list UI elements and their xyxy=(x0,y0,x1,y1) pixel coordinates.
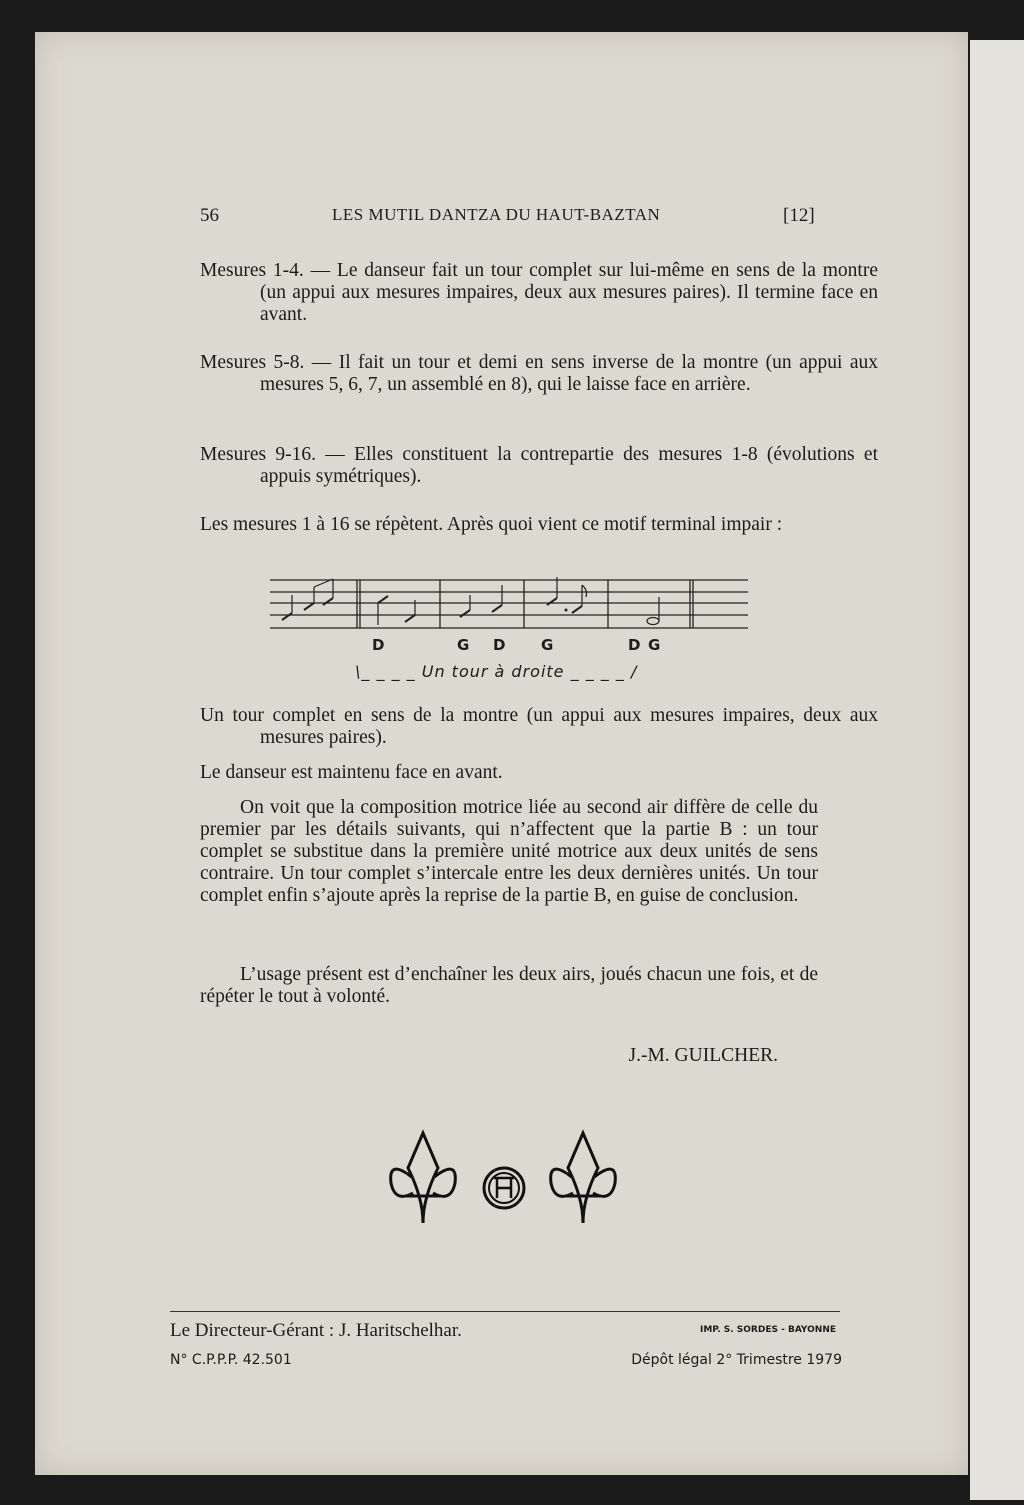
fleur-de-lis-icon xyxy=(391,1133,456,1223)
chord-label: G xyxy=(648,636,661,654)
paragraph-mesures-5-8: Mesures 5-8. — Il fait un tour et demi en sens inverse de la montre (un appui aux mesures 5, 6, 7, un assemblé en 8), qui le laisse face en arrière. xyxy=(200,352,878,395)
fleur-de-lis-icon xyxy=(551,1133,616,1223)
paragraph-tour-complet: Un tour complet en sens de la montre (un appui aux mesures impaires, deux aux mesures paires). xyxy=(200,705,878,748)
next-page-edge xyxy=(970,40,1024,1500)
running-title: LES MUTIL DANTZA DU HAUT-BAZTAN xyxy=(332,205,661,224)
notation-caption: \_ _ _ _ Un tour à droite _ _ _ _ / xyxy=(355,662,638,681)
paragraph-usage: L’usage présent est d’enchaîner les deux airs, joués chacun une fois, et de répéter le tout à volonté. xyxy=(200,964,818,1007)
music-staff xyxy=(270,575,750,635)
depot-legal: Dépôt légal 2° Trimestre 1979 xyxy=(631,1352,842,1368)
page xyxy=(35,32,968,1475)
chord-label: D xyxy=(628,636,641,654)
paragraph-mesures-1-4: Mesures 1-4. — Le danseur fait un tour complet sur lui-même en sens de la montre (un appui aux mesures impaires, deux aux mesures paires). Il termine face en avant. xyxy=(200,260,878,325)
footer-divider xyxy=(170,1311,840,1312)
page-number: 56 xyxy=(200,205,219,226)
chord-label: G xyxy=(457,636,470,654)
chord-label: D xyxy=(372,636,385,654)
printer-credit: IMP. S. SORDES - BAYONNE xyxy=(699,1325,836,1335)
signature: J.-M. GUILCHER. xyxy=(628,1045,778,1066)
fleur-de-lis-emblem-logo xyxy=(383,1128,633,1230)
paragraph-mesures-9-16: Mesures 9-16. — Elles constituent la contrepartie des mesures 1-8 (évolutions et appuis symétriques). xyxy=(200,444,878,487)
director-line: Le Directeur-Gérant : J. Haritschelhar. xyxy=(170,1320,462,1341)
cppp-number: N° C.P.P.P. 42.501 xyxy=(170,1352,292,1368)
paragraph-face-avant: Le danseur est maintenu face en avant. xyxy=(200,762,503,783)
section-number: [12] xyxy=(783,205,815,226)
chord-label: G xyxy=(541,636,554,654)
paragraph-repeat: Les mesures 1 à 16 se répètent. Après quoi vient ce motif terminal impair : xyxy=(200,514,783,535)
paragraph-composition: On voit que la composition motrice liée au second air diffère de celle du premier par les détails suivants, qui n’affectent que la partie B : un tour complet se substitue dans la première unité motrice aux deux unités de sens contraire. Un tour complet s’intercale entre les deux dernières unités. Un tour complet enfin s’ajoute après la reprise de la partie B, en guise de conclusion. xyxy=(200,797,818,906)
chord-label: D xyxy=(493,636,506,654)
